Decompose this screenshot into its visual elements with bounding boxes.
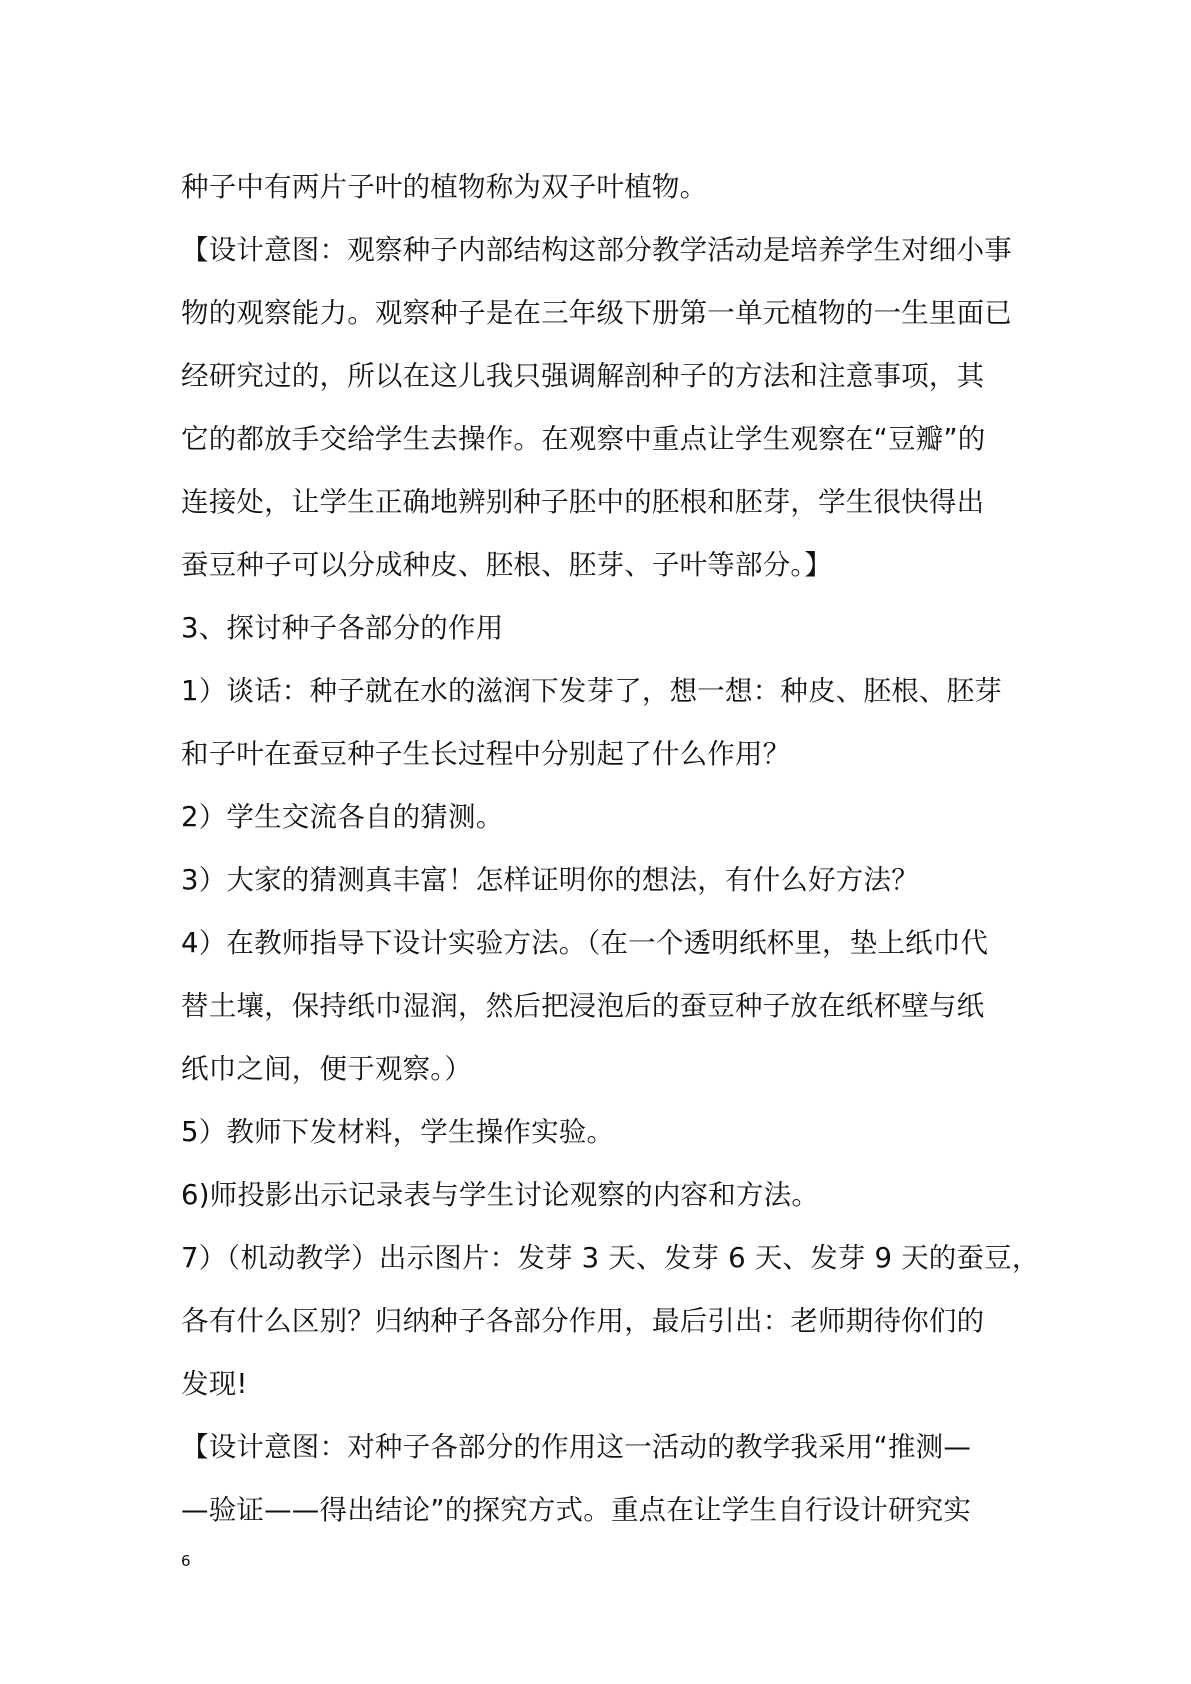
- document-body: [181, 156, 1061, 1542]
- text-line: 4）在教师指导下设计实验方法。（在一个透明纸杯里，垫上纸巾代: [181, 927, 989, 959]
- text-line: 它的都放手交给学生去操作。在观察中重点让学生观察在“豆瓣”的: [181, 423, 986, 455]
- text-line: 种子中有两片子叶的植物称为双子叶植物。: [181, 171, 708, 203]
- text-line: 6)师投影出示记录表与学生讨论观察的内容和方法。: [181, 1179, 820, 1211]
- text-line: 蚕豆种子可以分成种皮、胚根、胚芽、子叶等部分。】: [181, 549, 833, 581]
- section-heading: 3、探讨种子各部分的作用: [181, 612, 504, 644]
- text-line: 物的观察能力。观察种子是在三年级下册第一单元植物的一生里面已: [181, 297, 1012, 329]
- text-line: 纸巾之间，便于观察。）: [181, 1053, 472, 1085]
- text-line: 替土壤，保持纸巾湿润，然后把浸泡后的蚕豆种子放在纸杯壁与纸: [181, 990, 985, 1022]
- text-line: 【设计意图：观察种子内部结构这部分教学活动是培养学生对细小事: [181, 234, 1012, 266]
- text-line: 发现!: [181, 1368, 248, 1400]
- text-line: 【设计意图：对种子各部分的作用这一活动的教学我采用“推测—: [181, 1431, 972, 1463]
- text-line: 各有什么区别？归纳种子各部分作用，最后引出：老师期待你们的: [181, 1305, 985, 1337]
- text-line: 1）谈话：种子就在水的滋润下发芽了，想一想：种皮、胚根、胚芽: [181, 675, 1002, 707]
- text-line: 2）学生交流各自的猜测。: [181, 801, 504, 833]
- text-line: 经研究过的，所以在这儿我只强调解剖种子的方法和注意事项，其: [181, 360, 985, 392]
- text-line: 5）教师下发材料，学生操作实验。: [181, 1116, 615, 1148]
- text-line: 7）（机动教学）出示图片：发芽 3 天、发芽 6 天、发芽 9 天的蚕豆，: [181, 1242, 1040, 1274]
- text-line: 和子叶在蚕豆种子生长过程中分别起了什么作用？: [181, 738, 791, 770]
- text-line: 连接处，让学生正确地辨别种子胚中的胚根和胚芽，学生很快得出: [181, 486, 985, 518]
- text-line: 3）大家的猜测真丰富！怎样证明你的想法，有什么好方法？: [181, 864, 919, 896]
- text-line: —验证——得出结论”的探究方式。重点在让学生自行设计研究实: [181, 1494, 972, 1526]
- page-number: 6: [181, 1552, 191, 1570]
